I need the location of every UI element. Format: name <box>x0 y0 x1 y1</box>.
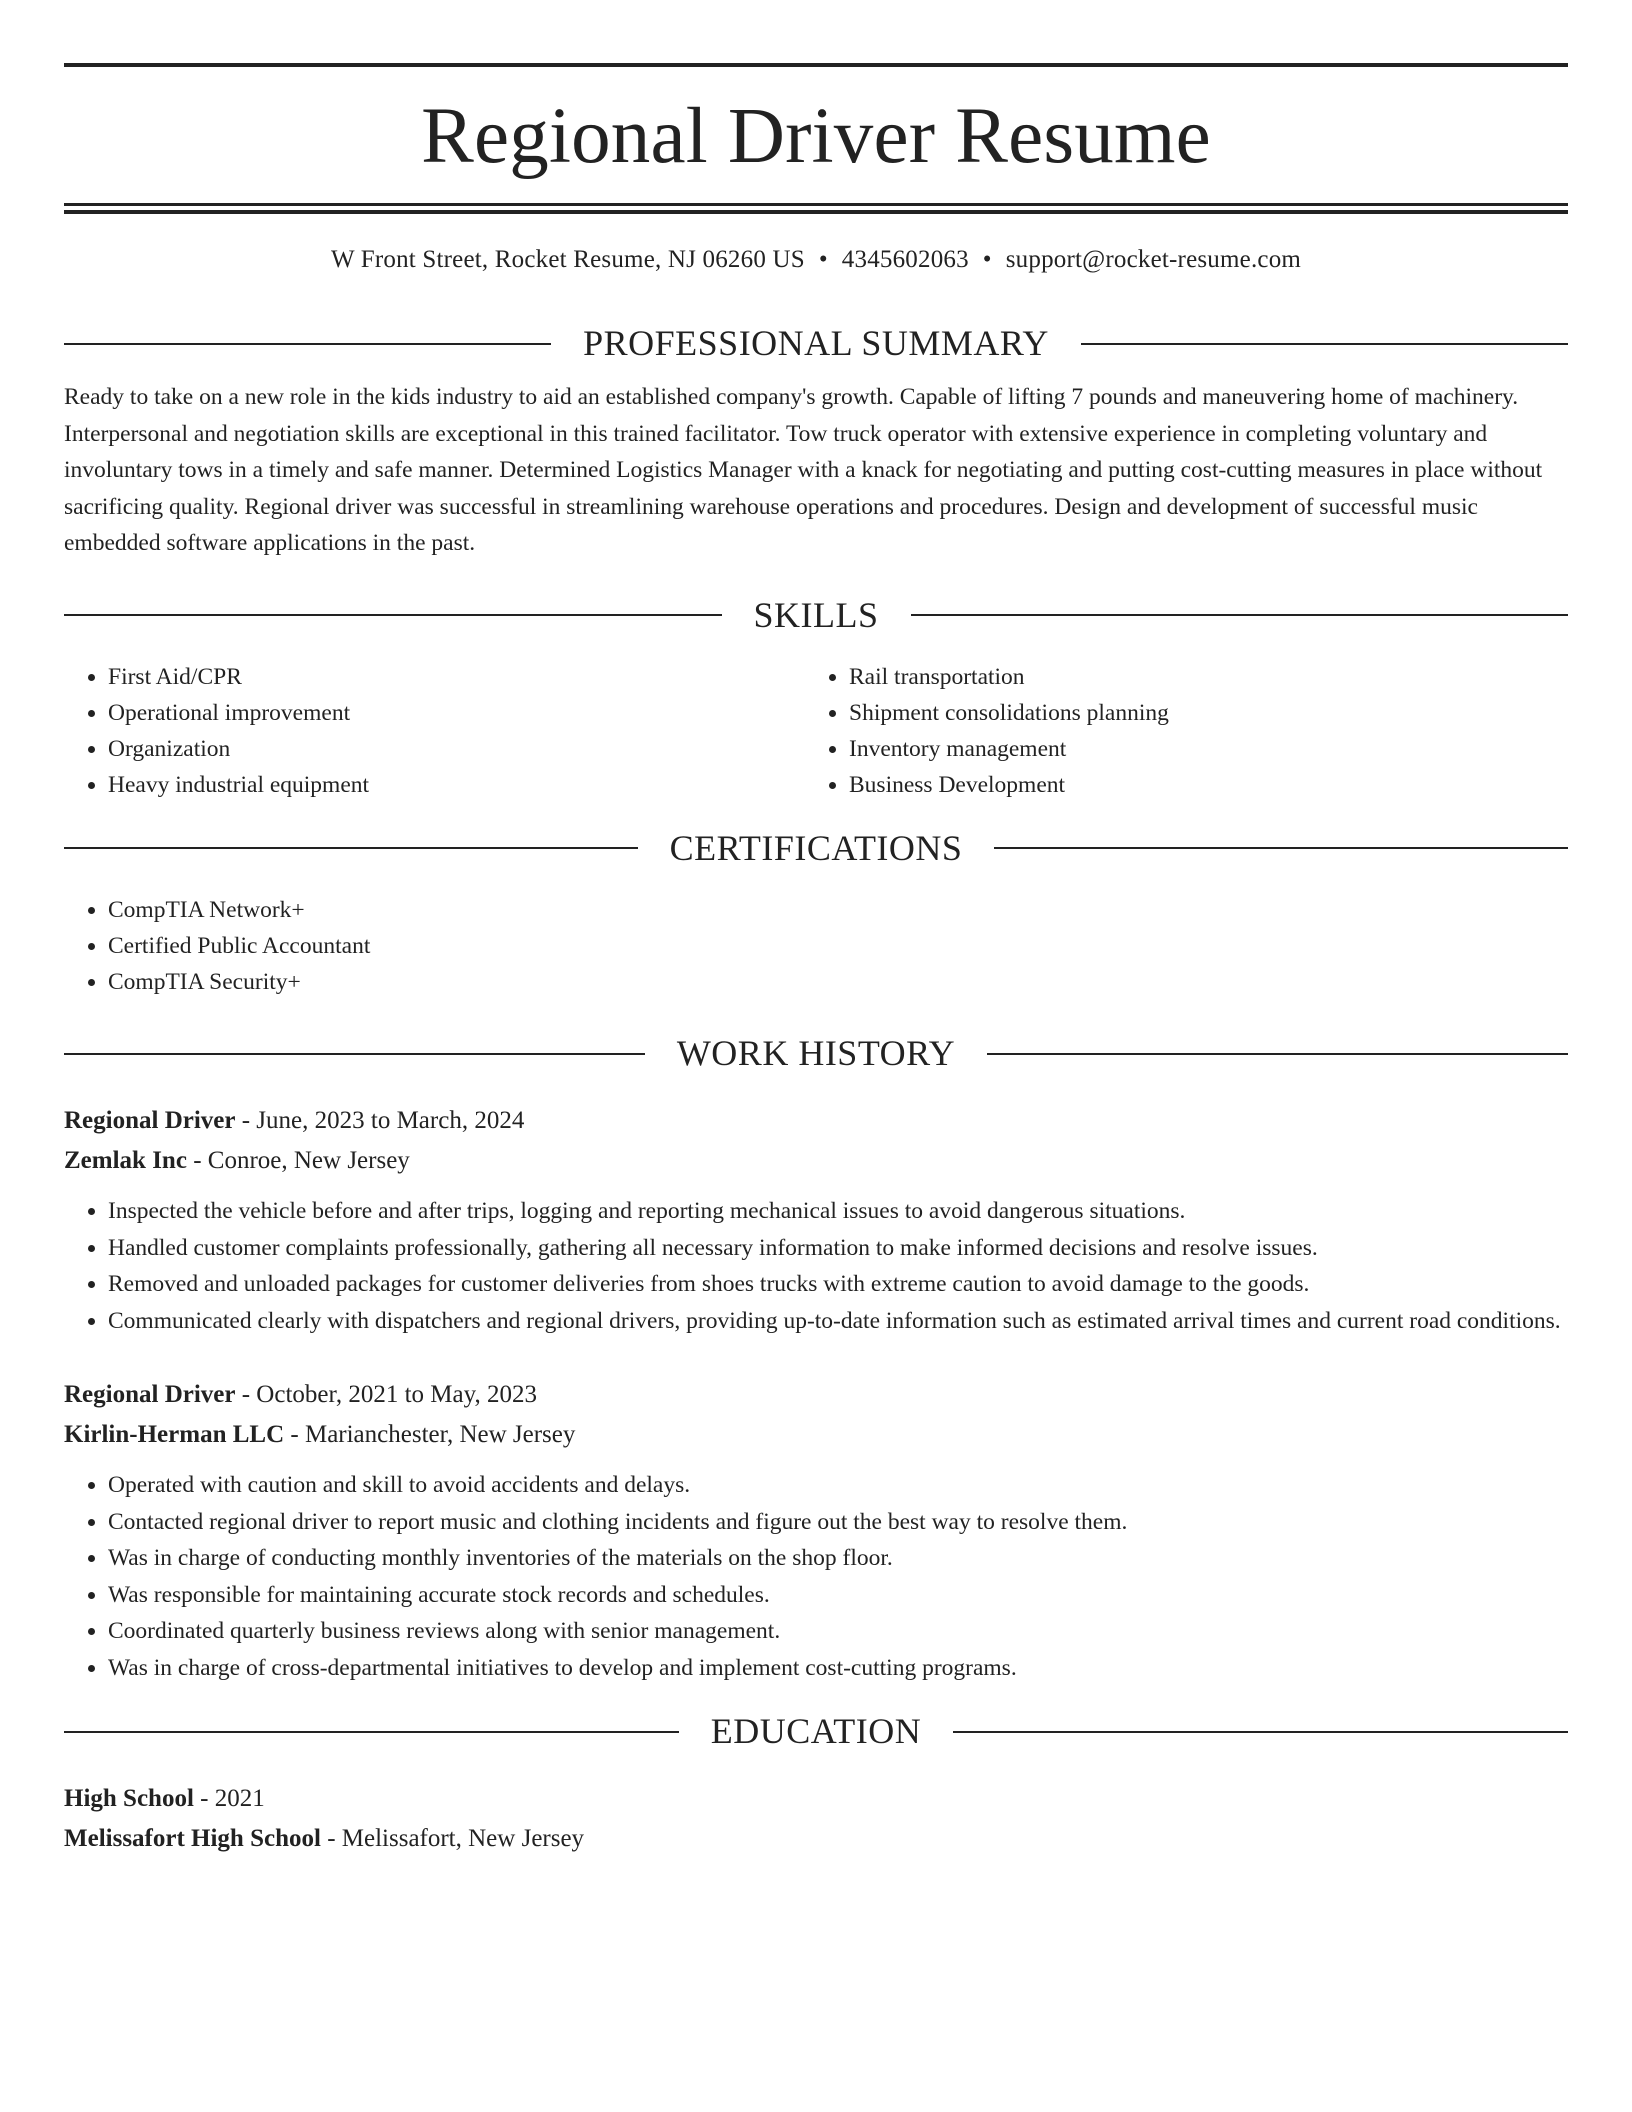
section-header-skills <box>64 594 1568 637</box>
job-dates: - October, 2021 to May, 2023 <box>235 1381 537 1409</box>
job-location: - Marianchester, New Jersey <box>284 1421 576 1449</box>
section-title-certifications: CERTIFICATIONS <box>669 827 963 868</box>
job-company: Zemlak Inc <box>64 1147 187 1175</box>
skill-item: • Business Development <box>849 767 1546 803</box>
job-bullet: • Was in charge of conducting monthly inventories of the materials on the shop floor. <box>108 1540 1568 1577</box>
section-title-education: EDUCATION <box>710 1711 922 1752</box>
section-header-work-history <box>64 1032 1568 1075</box>
contact-separator: • <box>982 246 992 273</box>
job-company-line <box>64 1415 1568 1455</box>
section-rule-right <box>994 847 1568 849</box>
education-year: - 2021 <box>193 1785 265 1813</box>
job-bullet: • Was responsible for maintaining accurate stock records and schedules. <box>108 1577 1568 1614</box>
skills-column-left <box>64 659 805 803</box>
skill-item: • Inventory management <box>849 731 1546 767</box>
certification-item: • CompTIA Security+ <box>108 964 1568 1000</box>
job-company-line <box>64 1141 1568 1181</box>
section-rule-right <box>1081 343 1568 345</box>
certifications-list <box>64 892 1568 1000</box>
section-header-education <box>64 1710 1568 1753</box>
contact-email: support@rocket-resume.com <box>1005 246 1302 273</box>
job-bullet: • Was in charge of cross-departmental initiatives to develop and implement cost-cutting programs. <box>108 1650 1568 1687</box>
job-title: Regional Driver <box>64 1381 236 1409</box>
job-title-line <box>64 1101 1568 1141</box>
section-header-summary <box>64 322 1568 365</box>
job-bullet: • Coordinated quarterly business reviews along with senior management. <box>108 1613 1568 1650</box>
section-rule-left <box>64 343 551 345</box>
section-rule-left <box>64 1053 645 1055</box>
section-rule-right <box>911 614 1569 616</box>
education-location: - Melissafort, New Jersey <box>320 1825 585 1853</box>
contact-separator: • <box>818 246 828 273</box>
section-title-work-history: WORK HISTORY <box>676 1033 956 1074</box>
section-title-skills: SKILLS <box>753 594 879 635</box>
job-dates: - June, 2023 to March, 2024 <box>235 1107 525 1135</box>
job-title-line <box>64 1375 1568 1415</box>
job-company: Kirlin-Herman LLC <box>64 1421 285 1449</box>
education-degree: High School <box>64 1785 194 1813</box>
top-rule <box>64 63 1568 67</box>
job-bullets <box>64 1193 1568 1339</box>
skill-item: • First Aid/CPR <box>108 659 805 695</box>
skill-item: • Organization <box>108 731 805 767</box>
job-location: - Conroe, New Jersey <box>186 1147 410 1175</box>
contact-line <box>64 246 1568 286</box>
job-bullet: • Contacted regional driver to report music and clothing incidents and figure out the best way to resolve them. <box>108 1504 1568 1541</box>
certification-item: • Certified Public Accountant <box>108 928 1568 964</box>
job-entry <box>64 1101 1568 1339</box>
section-header-certifications <box>64 827 1568 870</box>
skill-item: • Shipment consolidations planning <box>849 695 1546 731</box>
education-school: Melissafort High School <box>64 1825 321 1853</box>
job-title: Regional Driver <box>64 1107 236 1135</box>
contact-phone: 4345602063 <box>841 246 969 273</box>
skill-item: • Heavy industrial equipment <box>108 767 805 803</box>
section-rule-left <box>64 1731 679 1733</box>
education-entry <box>64 1779 1568 1859</box>
resume-title: Regional Driver Resume <box>421 93 1211 180</box>
contact-address: W Front Street, Rocket Resume, NJ 06260 US <box>330 246 805 273</box>
education-school-line <box>64 1819 1568 1859</box>
certification-item: • CompTIA Network+ <box>108 892 1568 928</box>
skill-item: • Operational improvement <box>108 695 805 731</box>
section-rule-right <box>987 1053 1568 1055</box>
job-bullet: • Inspected the vehicle before and after trips, logging and reporting mechanical issues to avoid dangerous situations. <box>108 1193 1568 1230</box>
section-rule-right <box>953 1731 1568 1733</box>
section-rule-left <box>64 614 722 616</box>
job-bullet: • Operated with caution and skill to avoid accidents and delays. <box>108 1467 1568 1504</box>
job-bullets <box>64 1467 1568 1686</box>
title-double-rule <box>64 203 1568 214</box>
job-entry <box>64 1375 1568 1686</box>
job-bullet: • Removed and unloaded packages for customer deliveries from shoes trucks with extreme caution to avoid damage to the goods. <box>108 1266 1568 1303</box>
job-bullet: • Communicated clearly with dispatchers and regional drivers, providing up-to-date information such as estimated arrival times and current road conditions. <box>108 1303 1568 1340</box>
skill-item: • Rail transportation <box>849 659 1546 695</box>
section-title-summary: PROFESSIONAL SUMMARY <box>583 323 1049 363</box>
section-rule-left <box>64 847 638 849</box>
skills-column-right <box>805 659 1546 803</box>
job-bullet: • Handled customer complaints professionally, gathering all necessary information to make informed decisions and resolve issues. <box>108 1230 1568 1267</box>
skills-grid <box>64 659 1568 803</box>
education-degree-line <box>64 1779 1568 1819</box>
summary-text: Ready to take on a new role in the kids industry to aid an established company's growth. Capable of lifting 7 pounds and maneuvering home of machinery. Interpersonal and negotiation skills are exceptional in this trained facilitator. Tow truck operator with extensive experience in completing voluntary and involuntary tows in a timely and safe manner. Determined Logistics Manager with a knack for negotiating and putting cost-cutting measures in place without sacrificing quality. Regional driver was successful in streamlining warehouse operations and procedures. Design and development of successful music embedded software applications in the past. <box>64 384 1543 557</box>
